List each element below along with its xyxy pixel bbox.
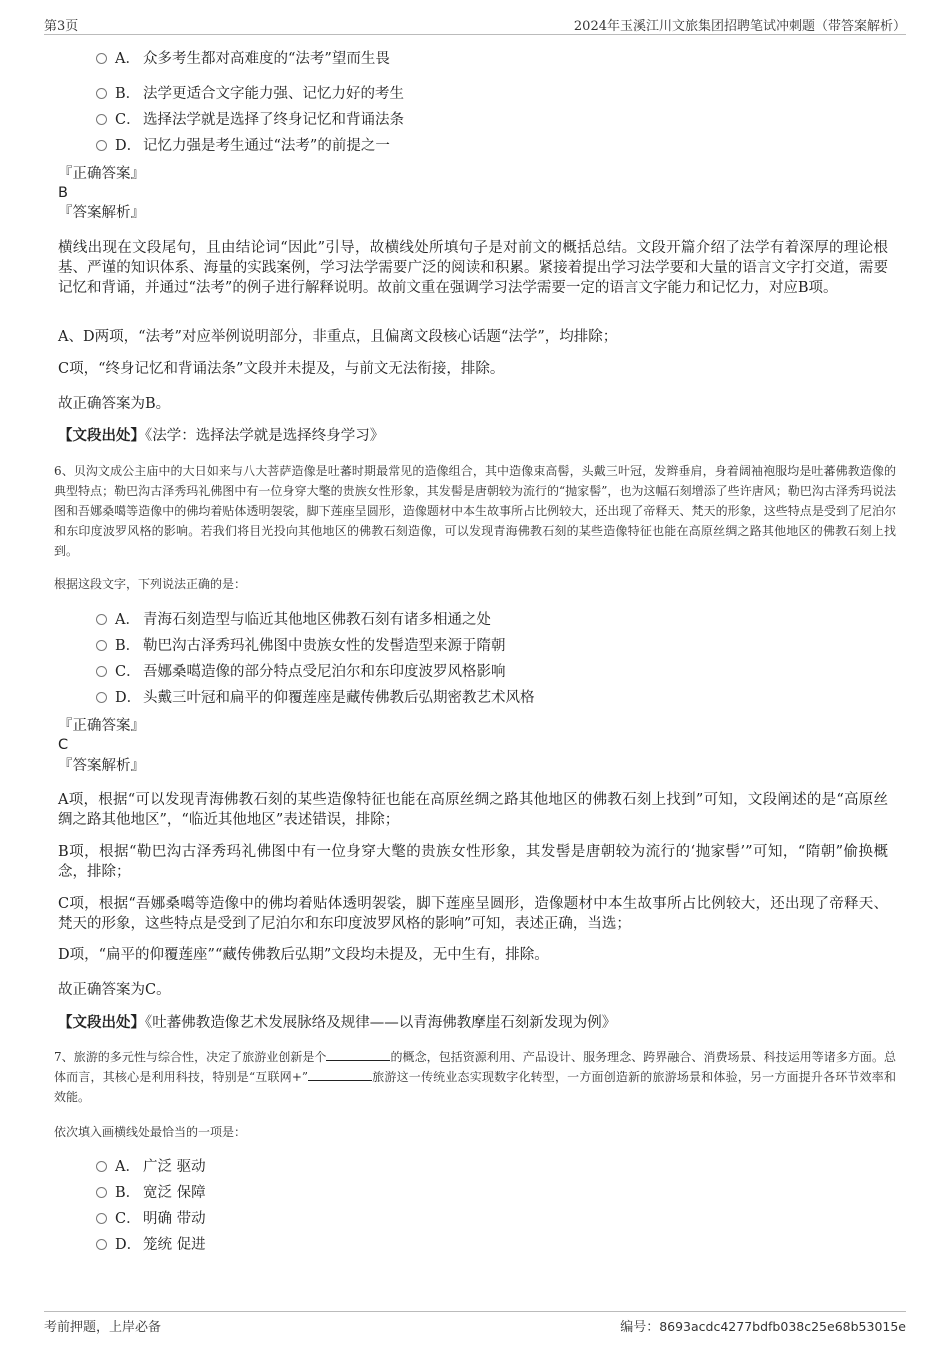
q7-option-a[interactable]: A． 广泛 驱动 [96, 1156, 206, 1178]
document-title: 2024年玉溪江川文旅集团招聘笔试冲刺题（带答案解析） [573, 19, 906, 34]
q5-answer-label: 『正确答案』 [58, 166, 145, 182]
radio-icon[interactable] [96, 1187, 107, 1198]
q6-option-c[interactable]: C． 吾娜桑噶造像的部分特点受尼泊尔和东印度波罗风格影响 [96, 661, 506, 683]
q7-prompt: 依次填入画横线处最恰当的一项是： [54, 1125, 247, 1139]
fill-blank-1[interactable] [326, 1048, 390, 1061]
q5-option-b[interactable]: B． 法学更适合文字能力强、记忆力好的考生 [96, 83, 404, 105]
q6-option-d[interactable]: D． 头戴三叶冠和扁平的仰覆莲座是藏传佛教后弘期密教艺术风格 [96, 687, 535, 709]
q5-analysis-para-4: 故正确答案为B。 [58, 396, 171, 412]
q6-source: 【文段出处】《吐蕃佛教造像艺术发展脉络及规律——以青海佛教摩崖石刻新发现为例》 [58, 1014, 617, 1031]
q6-analysis-para-4: D项，“扁平的仰覆莲座”“藏传佛教后弘期”文段均未提及，无中生有，排除。 [58, 947, 549, 963]
q6-option-b[interactable]: B． 勒巴沟古泽秀玛礼佛图中贵族女性的发髻造型来源于隋朝 [96, 635, 506, 657]
q5-answer: B [58, 185, 68, 201]
radio-icon[interactable] [96, 53, 107, 64]
q6-answer: C [58, 737, 69, 753]
page-number: 第3页 [44, 19, 79, 34]
radio-icon[interactable] [96, 666, 107, 677]
q5-option-c[interactable]: C． 选择法学就是选择了终身记忆和背诵法条 [96, 109, 404, 131]
q7-option-d[interactable]: D． 笼统 促进 [96, 1234, 206, 1256]
q6-analysis-para-1: A项，根据“可以发现青海佛教石刻的某些造像特征也能在高原丝绸之路其他地区的佛教石刻上找到”可知，文段阐述的是“高原丝绸之路其他地区”，“临近其他地区”表述错误，排除； [58, 792, 888, 828]
q6-answer-label: 『正确答案』 [58, 718, 145, 734]
q6-analysis-para-5: 故正确答案为C。 [58, 982, 171, 998]
radio-icon[interactable] [96, 1239, 107, 1250]
q6-prompt: 根据这段文字，下列说法正确的是： [54, 577, 247, 591]
q5-option-a[interactable]: A． 众多考生都对高难度的“法考”望而生畏 [96, 48, 390, 70]
q5-analysis-para-2: A、D两项，“法考”对应举例说明部分，非重点，且偏离文段核心话题“法学”，均排除； [58, 329, 618, 345]
q6-analysis-label: 『答案解析』 [58, 758, 145, 774]
radio-icon[interactable] [96, 114, 107, 125]
q5-analysis-para-1: 横线出现在文段尾句，且由结论词“因此”引导，故横线处所填句子是对前文的概括总结。文段开篇介绍了法学有着深厚的理论根基、严谨的知识体系、海量的实践案例，学习法学需要广泛的阅读和积累。紧接着提出学习法学要和大量的语言文字打交道，需要记忆和背诵，并通过“法考”的例子进行解释说明。故前文重在强调学习法学需要一定的语言文字能力和记忆力，对应B项。 [58, 240, 888, 296]
q6-option-a[interactable]: A． 青海石刻造型与临近其他地区佛教石刻有诸多相通之处 [96, 609, 491, 631]
document-id: 编号：8693acdc4277bdfb038c25e68b53015e [620, 1319, 906, 1335]
q6-analysis-para-2: B项，根据“勒巴沟古泽秀玛礼佛图中有一位身穿大氅的贵族女性形象，其发髻是唐朝较为流行的‘抛家髻’”可知，“隋朝”偷换概念，排除； [58, 844, 888, 880]
footer-slogan: 考前押题，上岸必备 [44, 1320, 162, 1335]
q7-stem: 7、旅游的多元性与综合性，决定了旅游业创新是个 的概念，包括资源利用、产品设计、服务理念、跨界融合、消费场景、科技运用等诸多方面。总体而言，其核心是利用科技，特别是“互联网+” 旅游这一传统业态实现数字化转型，一方面创造新的旅游场景和体验，另一方面提升各环节效率和效能。 [54, 1050, 896, 1104]
page-footer [44, 1311, 906, 1336]
q5-option-d[interactable]: D． 记忆力强是考生通过“法考”的前提之一 [96, 135, 390, 157]
radio-icon[interactable] [96, 692, 107, 703]
q6-stem: 6、贝沟文成公主庙中的大日如来与八大菩萨造像是吐蕃时期最常见的造像组合，其中造像束高髻，头戴三叶冠，发辫垂肩，身着阔袖袍服均是吐蕃佛教造像的典型特点；勒巴沟古泽秀玛礼佛图中有一位身穿大氅的贵族女性形象，其发髻是唐朝较为流行的“抛家髻”，也为这幅石刻增添了些许唐风；勒巴沟古泽秀玛说法图和吾娜桑噶等造像中的佛均着贴体透明袈裟，脚下莲座呈圆形，造像题材中本生故事所占比例较大，还出现了帝释天、梵天的形象，这些特点是受到了尼泊尔和东印度波罗风格的影响。若我们将目光投向其他地区的佛教石刻造像，可以发现青海佛教石刻的某些造像特征也能在高原丝绸之路其他地区的佛教石刻上找到。 [54, 464, 896, 558]
radio-icon[interactable] [96, 1161, 107, 1172]
radio-icon[interactable] [96, 1213, 107, 1224]
radio-icon[interactable] [96, 88, 107, 99]
q5-source: 【文段出处】《法学：选择法学就是选择终身学习》 [58, 427, 385, 444]
q6-analysis-para-3: C项，根据“吾娜桑噶等造像中的佛均着贴体透明袈裟，脚下莲座呈圆形，造像题材中本生故事所占比例较大，还出现了帝释天、梵天的形象，这些特点是受到了尼泊尔和东印度波罗风格的影响”可知，表述正确，当选； [58, 896, 888, 932]
page-header [44, 14, 906, 35]
fill-blank-2[interactable] [308, 1068, 372, 1081]
radio-icon[interactable] [96, 140, 107, 151]
q5-analysis-label: 『答案解析』 [58, 205, 145, 221]
q7-option-c[interactable]: C． 明确 带动 [96, 1208, 206, 1230]
q5-analysis-para-3: C项，“终身记忆和背诵法条”文段并未提及，与前文无法衔接，排除。 [58, 361, 505, 377]
radio-icon[interactable] [96, 614, 107, 625]
radio-icon[interactable] [96, 640, 107, 651]
q7-option-b[interactable]: B． 宽泛 保障 [96, 1182, 206, 1204]
